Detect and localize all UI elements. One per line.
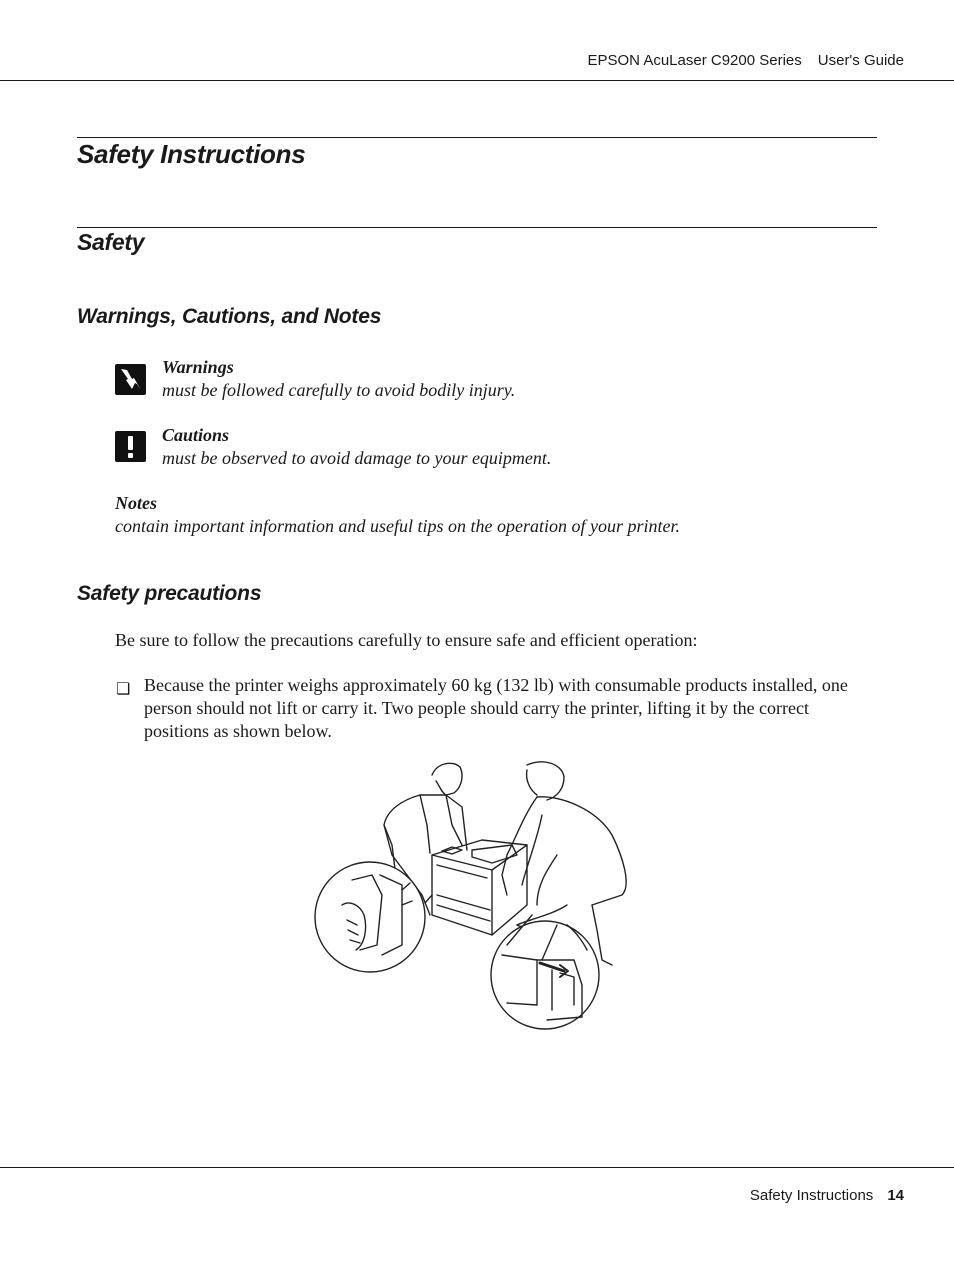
notes-title: Notes	[115, 493, 157, 513]
header-product: EPSON AcuLaser C9200 Series	[587, 52, 802, 69]
caution-icon	[115, 431, 146, 462]
precautions-intro: Be sure to follow the precautions carefully to ensure safe and efficient operation:	[115, 630, 698, 650]
precaution-item-1-line-1: Because the printer weighs approximately 60 kg (132 lb) with consumable products installed, one	[144, 675, 848, 695]
footer-rule	[0, 1167, 954, 1168]
header-rule	[0, 80, 954, 81]
subsection-title-warnings: Warnings, Cautions, and Notes	[77, 305, 382, 328]
precaution-item-1	[144, 674, 848, 743]
page-number: 14	[887, 1187, 904, 1204]
bullet-checkbox-icon: ❏	[116, 679, 131, 698]
section-title: Safety	[77, 229, 145, 255]
precaution-item-1-line-3: positions as shown below.	[144, 721, 332, 741]
cautions-text: must be observed to avoid damage to your equipment.	[162, 448, 552, 468]
warnings-text: must be followed carefully to avoid bodily injury.	[162, 380, 516, 400]
warnings-title: Warnings	[162, 357, 234, 377]
notes-notice	[115, 492, 680, 538]
cautions-title: Cautions	[162, 425, 230, 445]
running-footer	[750, 1187, 904, 1204]
two-person-lift-illustration	[312, 755, 642, 1035]
footer-section: Safety Instructions	[749, 1187, 874, 1204]
running-header	[587, 52, 904, 69]
warning-icon	[115, 364, 146, 395]
notes-text: contain important information and useful tips on the operation of your printer.	[115, 516, 680, 536]
section-rule	[77, 227, 877, 228]
precaution-item-1-line-2: person should not lift or carry it. Two people should carry the printer, lifting it by the correct	[144, 698, 810, 718]
subsection-title-precautions: Safety precautions	[77, 582, 262, 605]
cautions-notice	[162, 424, 551, 470]
chapter-title: Safety Instructions	[77, 139, 306, 169]
header-guide: User's Guide	[817, 52, 904, 69]
warnings-notice	[162, 356, 515, 402]
chapter-rule	[77, 137, 877, 138]
